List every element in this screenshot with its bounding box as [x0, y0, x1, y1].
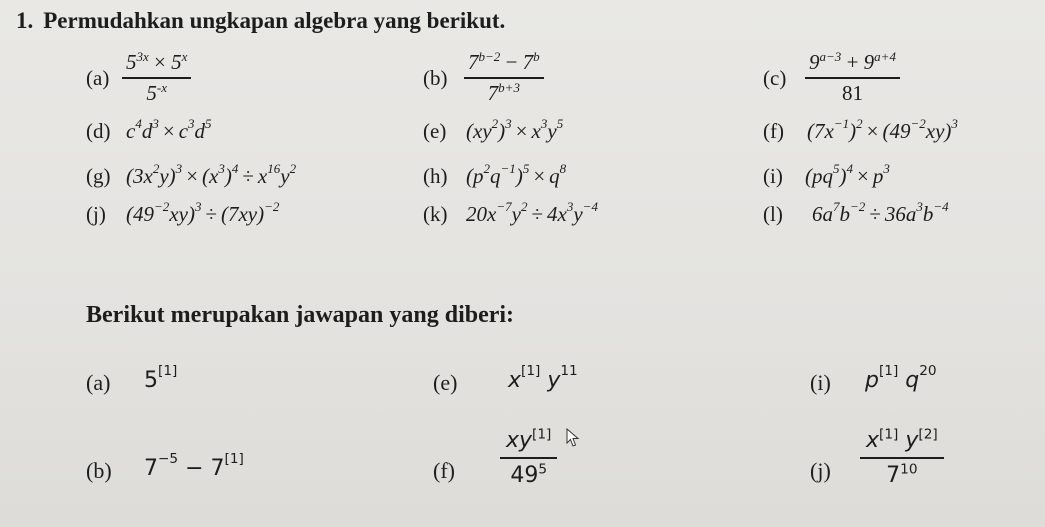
blank-1-j[interactable]: [1] [879, 426, 899, 443]
label-h: (h) [423, 164, 448, 188]
answer-label-f: (f) [433, 458, 455, 483]
question-heading [16, 8, 505, 34]
problem-l: $6a^7b^{-2} \div 36a^3b^{-4}$ [812, 199, 949, 226]
blank-1-i[interactable]: [1] [878, 362, 899, 379]
answer-label-a: (a) [86, 370, 111, 395]
label-g: (g) [86, 164, 111, 188]
answer-label-j: (j) [810, 458, 831, 483]
label-j: (j) [86, 202, 106, 226]
problem-i: $(pq^5)^4 \times p^3$ [805, 161, 890, 188]
question-number: 1. [16, 8, 34, 33]
problem-k: $20x^{-7}y^2 \div 4x^3y^{-4}$ [466, 199, 598, 226]
problem-f: $(7x^{-1})^2 \times (49^{-2}xy)^3$ [807, 116, 958, 143]
problem-c: $9^{a-3} + 9^{a+4}$ 81 [805, 50, 900, 106]
problem-e: $(xy^2)^3 \times x^3y^5$ [466, 116, 564, 143]
answer-label-e: (e) [433, 370, 458, 395]
blank-1-f[interactable]: [1] [532, 426, 552, 443]
label-l: (l) [763, 202, 783, 226]
label-d: (d) [86, 119, 111, 143]
problem-a: $5^{3x} \times 5^x$ $5^{-x}$ [122, 50, 191, 106]
mouse-pointer-icon [566, 428, 580, 448]
answer-f: xy[1] $49^5$ [500, 428, 557, 488]
question-text: Permudahkan ungkapan algebra yang berikut. [43, 8, 506, 33]
problem-j: $(49^{-2}xy)^3 \div (7xy)^{-2}$ [126, 199, 280, 226]
label-i: (i) [763, 164, 783, 188]
answer-b: $7^{-5} - 7[1]$ [144, 450, 244, 481]
label-a: (a) [86, 66, 110, 90]
label-c: (c) [763, 66, 787, 90]
answer-label-b: (b) [86, 458, 112, 483]
label-e: (e) [423, 119, 447, 143]
problem-d: $c^4d^3 \times c^3d^5$ [126, 116, 212, 143]
blank-2-j[interactable]: [2] [918, 426, 938, 443]
label-b: (b) [423, 66, 448, 90]
answer-a: 5[1] [144, 362, 178, 393]
problem-b: $7^{b-2} - 7^b$ $7^{b+3}$ [464, 50, 544, 106]
problem-h: $(p^2q^{-1})^5 \times q^8$ [466, 161, 567, 188]
answers-heading: Berikut merupakan jawapan yang diberi: [86, 302, 515, 328]
answer-label-i: (i) [810, 370, 831, 395]
answer-e: x[1] $y^{11}$ [508, 362, 578, 393]
label-f: (f) [763, 119, 784, 143]
blank-1-e[interactable]: [1] [521, 362, 541, 379]
label-k: (k) [423, 202, 448, 226]
blank-1-b[interactable]: [1] [224, 450, 244, 467]
answer-j: x[1] y[2] $7^{10}$ [860, 428, 944, 488]
answer-i: p[1] $q^{20}$ [865, 362, 937, 393]
blank-1-a[interactable]: [1] [158, 362, 178, 379]
problem-g: $(3x^2y)^3 \times (x^3)^4 \div x^{16}y^2$ [126, 161, 297, 188]
